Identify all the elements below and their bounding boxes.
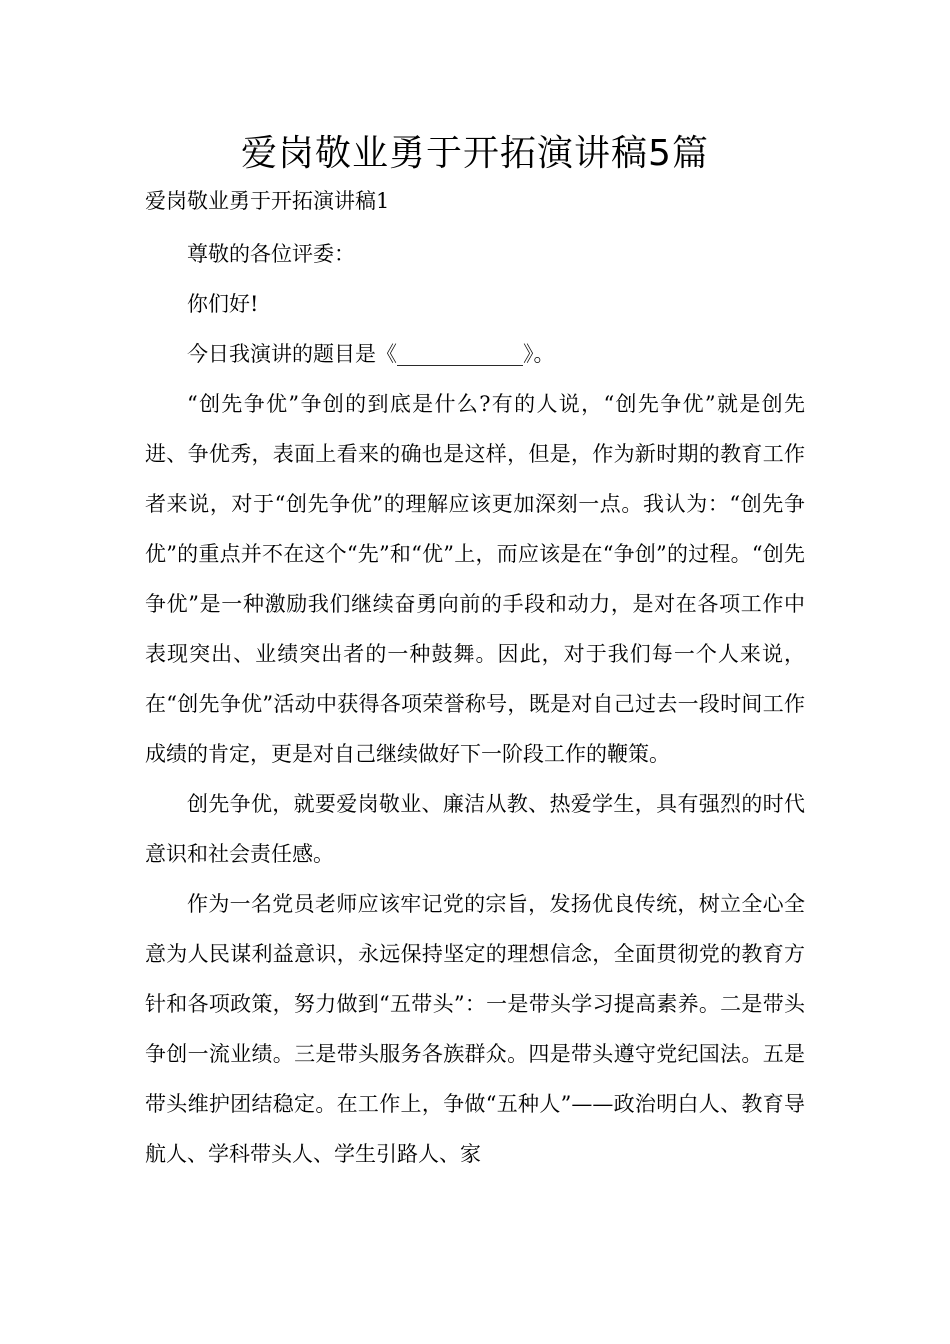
paragraph-hello: 你们好! (187, 292, 259, 316)
paragraph-greeting-judges: 尊敬的各位评委： (187, 242, 355, 266)
speech-subtitle: 爱岗敬业勇于开拓演讲稿1 (145, 189, 390, 213)
paragraph-topic: 今日我演讲的题目是《____________》。 (187, 342, 555, 366)
paragraph-body: 作为一名党员老师应该牢记党的宗旨，发扬优良传统，树立全心全意为人民谋利益意识，永远保持坚定的理想信念，全面贯彻党的教育方针和各项政策，努力做到“五带头”：一是带头学习提高素养。二是带头争创一流业绩。三是带头服务各族群众。四是带头遵守党纪国法。五是带头维护团结稳定。在工作上，争做“五种人”——政治明白人、教育导航人、学科带头人、学生引路人、家 (145, 892, 805, 1166)
document-title: 爱岗敬业勇于开拓演讲稿5篇 (241, 133, 709, 174)
paragraph-body: 创先争优，就要爱岗敬业、廉洁从教、热爱学生，具有强烈的时代意识和社会责任感。 (145, 792, 805, 866)
document-body (145, 229, 805, 1179)
paragraph-body: “创先争优”争创的到底是什么?有的人说，“创先争优”就是创先进、争优秀，表面上看来的确也是这样，但是，作为新时期的教育工作者来说，对于“创先争优”的理解应该更加深刻一点。我认为：“创先争优”的重点并不在这个“先”和“优”上，而应该是在“争创”的过程。“创先争优”是一种激励我们继续奋勇向前的手段和动力，是对在各项工作中表现突出、业绩突出者的一种鼓舞。因此，对于我们每一个人来说，在“创先争优”活动中获得各项荣誉称号，既是对自己过去一段时间工作成绩的肯定，更是对自己继续做好下一阶段工作的鞭策。 (145, 392, 805, 766)
